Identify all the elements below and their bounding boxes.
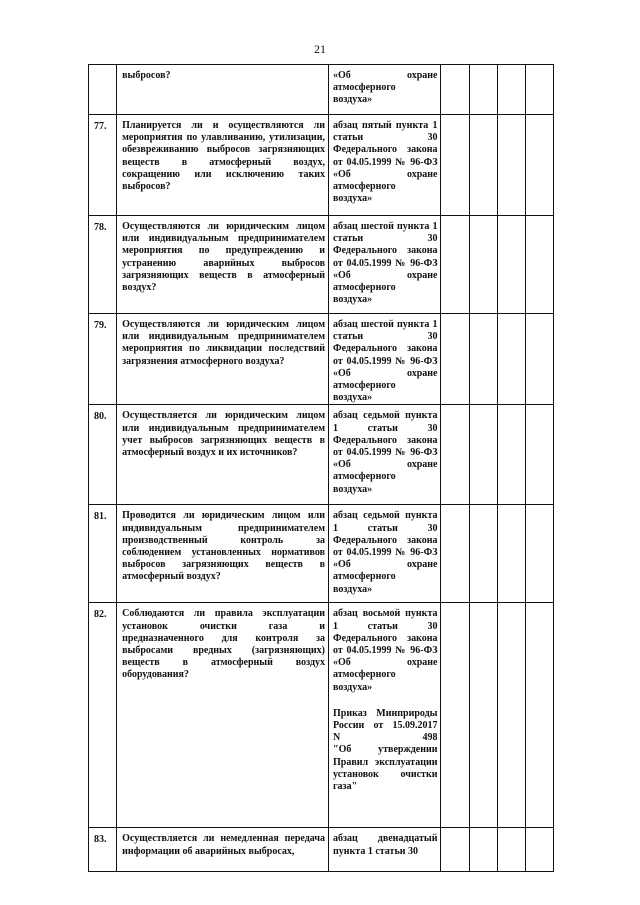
- text-line: статьи 30: [333, 233, 438, 245]
- text-line: или индивидуальным предпринимателем: [122, 233, 326, 245]
- text-line: веществ в атмосферный воздух,: [122, 156, 326, 168]
- answer-cell[interactable]: [525, 115, 553, 216]
- text-line: атмосферного: [333, 82, 396, 94]
- answer-cell[interactable]: [497, 828, 525, 872]
- answer-cell[interactable]: [469, 828, 497, 872]
- text-line: загрязняющих веществ в атмосферный: [122, 269, 326, 281]
- text-line: атмосферного: [333, 282, 396, 294]
- text-line: индивидуальным предпринимателем: [122, 522, 326, 534]
- text-line: или индивидуальным предпринимателем: [122, 422, 326, 434]
- answer-cell[interactable]: [497, 314, 525, 405]
- text-line: от 04.05.1999 № 96-ФЗ: [333, 355, 438, 367]
- text-line: веществ в атмосферный воздух: [122, 657, 326, 669]
- question-cell: [117, 216, 329, 314]
- text-line: оборудования?: [122, 669, 189, 681]
- text-line: предназначенного для контроля за: [122, 632, 326, 644]
- text-line: воздуха»: [333, 193, 373, 205]
- answer-cell[interactable]: [525, 405, 553, 505]
- answer-cell[interactable]: [441, 603, 469, 828]
- text-line: «Об охране: [333, 657, 438, 669]
- text-line: воздуха»: [333, 681, 373, 693]
- answer-cell[interactable]: [441, 314, 469, 405]
- text-line: обезвреживанию выбросов загрязняющих: [122, 144, 326, 156]
- text-line: воздуха»: [333, 583, 373, 595]
- text-line: выбросами вредных (загрязняющих): [122, 645, 326, 657]
- text-line: или индивидуальным предпринимателем: [122, 331, 326, 343]
- row-number: 82.: [89, 603, 117, 828]
- text-line: абзац пятый пункта 1: [333, 120, 438, 131]
- text-line: статьи 30: [333, 331, 438, 343]
- text-line: учет выбросов загрязняющих веществ в: [122, 434, 326, 446]
- text-line: соблюдением установленных нормативов: [122, 547, 326, 559]
- row-number: 78.: [89, 216, 117, 314]
- text-line: Правил эксплуатации: [333, 756, 438, 768]
- text-line: атмосферного: [333, 181, 396, 193]
- answer-cell[interactable]: [469, 603, 497, 828]
- text-line: Осуществляются ли юридическим лицом: [122, 319, 326, 330]
- answer-cell[interactable]: [469, 115, 497, 216]
- answer-cell[interactable]: [497, 603, 525, 828]
- text-line: «Об охране: [333, 269, 438, 281]
- table-row: [89, 505, 554, 603]
- answer-cell[interactable]: [441, 65, 469, 115]
- text-line: от 04.05.1999 № 96-ФЗ: [333, 547, 438, 559]
- text-line: Соблюдаются ли правила эксплуатации: [122, 608, 326, 620]
- text-line: Осуществляется ли немедленная передача: [122, 833, 326, 845]
- text-line: мероприятия по предупреждению и: [122, 245, 326, 257]
- text-line: атмосферного: [333, 669, 396, 681]
- row-number: 77.: [89, 115, 117, 216]
- text-line: от 04.05.1999 № 96-ФЗ: [333, 645, 438, 657]
- text-line: Осуществляется ли юридическим лицом: [122, 410, 326, 422]
- answer-cell[interactable]: [525, 828, 553, 872]
- table-row: [89, 828, 554, 872]
- text-line: «Об охране: [333, 367, 438, 379]
- text-line: пункта 1 статьи 30: [333, 845, 419, 857]
- text-line: абзац восьмой пункта: [333, 608, 438, 620]
- text-line: абзац двенадцатый: [333, 833, 438, 845]
- text-line: Федерального закона: [333, 434, 438, 446]
- answer-cell[interactable]: [469, 65, 497, 115]
- text-line: 1 статьи 30: [333, 620, 438, 632]
- text-line: абзац шестой пункта 1: [333, 319, 438, 330]
- text-line: установок очистки: [333, 768, 438, 780]
- text-line: сокращению или исключению таких: [122, 168, 326, 180]
- text-line: от 04.05.1999 № 96-ФЗ: [333, 257, 438, 269]
- question-cell: [117, 603, 329, 828]
- text-line: 1 статьи 30: [333, 522, 438, 534]
- question-cell: [117, 115, 329, 216]
- text-line: воздуха»: [333, 392, 373, 404]
- page-number: 21: [314, 42, 326, 56]
- text-line: выбросов?: [122, 70, 171, 81]
- text-line: атмосферный воздух и их источников?: [122, 447, 298, 459]
- question-cell: [117, 65, 329, 115]
- text-line: от 04.05.1999 № 96-ФЗ: [333, 156, 438, 168]
- text-line: загрязнения атмосферного воздуха?: [122, 355, 285, 367]
- answer-cell[interactable]: [525, 603, 553, 828]
- answer-cell[interactable]: [497, 65, 525, 115]
- text-line: установок очистки газа и: [122, 620, 326, 632]
- answer-cell[interactable]: [525, 505, 553, 603]
- requirements-table: [88, 64, 554, 872]
- row-number: 80.: [89, 405, 117, 505]
- answer-cell[interactable]: [497, 115, 525, 216]
- answer-cell[interactable]: [441, 216, 469, 314]
- question-cell: [117, 405, 329, 505]
- answer-cell[interactable]: [441, 115, 469, 216]
- text-line: воздух?: [122, 282, 157, 294]
- text-line: атмосферного: [333, 571, 396, 583]
- text-line: «Об охране: [333, 168, 438, 180]
- legal-reference-cell: [329, 505, 441, 603]
- text-line: «Об охране: [333, 459, 438, 471]
- legal-reference-cell: [329, 314, 441, 405]
- text-line: абзац шестой пункта 1: [333, 221, 438, 232]
- text-line: России от 15.09.2017: [333, 720, 438, 732]
- legal-reference-cell: [329, 405, 441, 505]
- text-line: Федерального закона: [333, 534, 438, 546]
- row-number: 83.: [89, 828, 117, 872]
- legal-reference-cell: [329, 603, 441, 828]
- text-line: атмосферного: [333, 471, 396, 483]
- text-line: Осуществляются ли юридическим лицом: [122, 221, 326, 232]
- text-line: N 498: [333, 732, 438, 744]
- legal-reference-cell: [329, 65, 441, 115]
- question-cell: [117, 314, 329, 405]
- text-line: Планируется ли и осуществляются ли: [122, 120, 326, 131]
- answer-cell[interactable]: [441, 505, 469, 603]
- table-row: [89, 314, 554, 405]
- table-row: [89, 603, 554, 828]
- text-line: информации об аварийных выбросах,: [122, 845, 295, 857]
- text-line: абзац седьмой пункта: [333, 410, 438, 422]
- answer-cell[interactable]: [525, 65, 553, 115]
- text-line: воздуха»: [333, 294, 373, 306]
- text-line: Федерального закона: [333, 245, 438, 257]
- text-line: абзац седьмой пункта: [333, 510, 438, 522]
- answer-cell[interactable]: [441, 828, 469, 872]
- row-number: 81.: [89, 505, 117, 603]
- text-line: Проводится ли юридическим лицом или: [122, 510, 326, 522]
- text-line: Федерального закона: [333, 632, 438, 644]
- answer-cell[interactable]: [469, 405, 497, 505]
- table-row: [89, 405, 554, 505]
- text-line: атмосферный воздух?: [122, 571, 221, 583]
- text-line: "Об утверждении: [333, 744, 438, 756]
- text-line: мероприятия по ликвидации последствий: [122, 343, 326, 355]
- text-line: «Об охране: [333, 70, 438, 81]
- text-line: воздуха»: [333, 483, 373, 495]
- row-number: [89, 65, 117, 115]
- legal-reference-cell: [329, 115, 441, 216]
- answer-cell[interactable]: [441, 405, 469, 505]
- text-line: воздуха»: [333, 94, 373, 106]
- legal-reference-cell: [329, 828, 441, 872]
- text-line: устранению аварийных выбросов: [122, 257, 326, 269]
- text-line: газа": [333, 781, 358, 793]
- text-line: выбросов загрязняющих веществ в: [122, 559, 326, 571]
- legal-reference-cell: [329, 216, 441, 314]
- text-line: Приказ Минприроды: [333, 707, 438, 719]
- text-line: 1 статьи 30: [333, 422, 438, 434]
- answer-cell[interactable]: [525, 314, 553, 405]
- table-row: [89, 65, 554, 115]
- answer-cell[interactable]: [497, 405, 525, 505]
- text-line: мероприятия по улавливанию, утилизации,: [122, 132, 326, 144]
- table-row: [89, 216, 554, 314]
- additional-reference: [333, 708, 437, 793]
- answer-cell[interactable]: [469, 505, 497, 603]
- text-line: статьи 30: [333, 132, 438, 144]
- question-cell: [117, 828, 329, 872]
- text-line: атмосферного: [333, 380, 396, 392]
- table-row: [89, 115, 554, 216]
- question-cell: [117, 505, 329, 603]
- answer-cell[interactable]: [497, 505, 525, 603]
- text-line: Федерального закона: [333, 144, 438, 156]
- text-line: Федерального закона: [333, 343, 438, 355]
- answer-cell[interactable]: [497, 216, 525, 314]
- text-line: «Об охране: [333, 559, 438, 571]
- row-number: 79.: [89, 314, 117, 405]
- answer-cell[interactable]: [525, 216, 553, 314]
- text-line: от 04.05.1999 № 96-ФЗ: [333, 447, 438, 459]
- answer-cell[interactable]: [469, 216, 497, 314]
- text-line: производственный контроль за: [122, 534, 326, 546]
- answer-cell[interactable]: [469, 314, 497, 405]
- text-line: выбросов?: [122, 181, 171, 193]
